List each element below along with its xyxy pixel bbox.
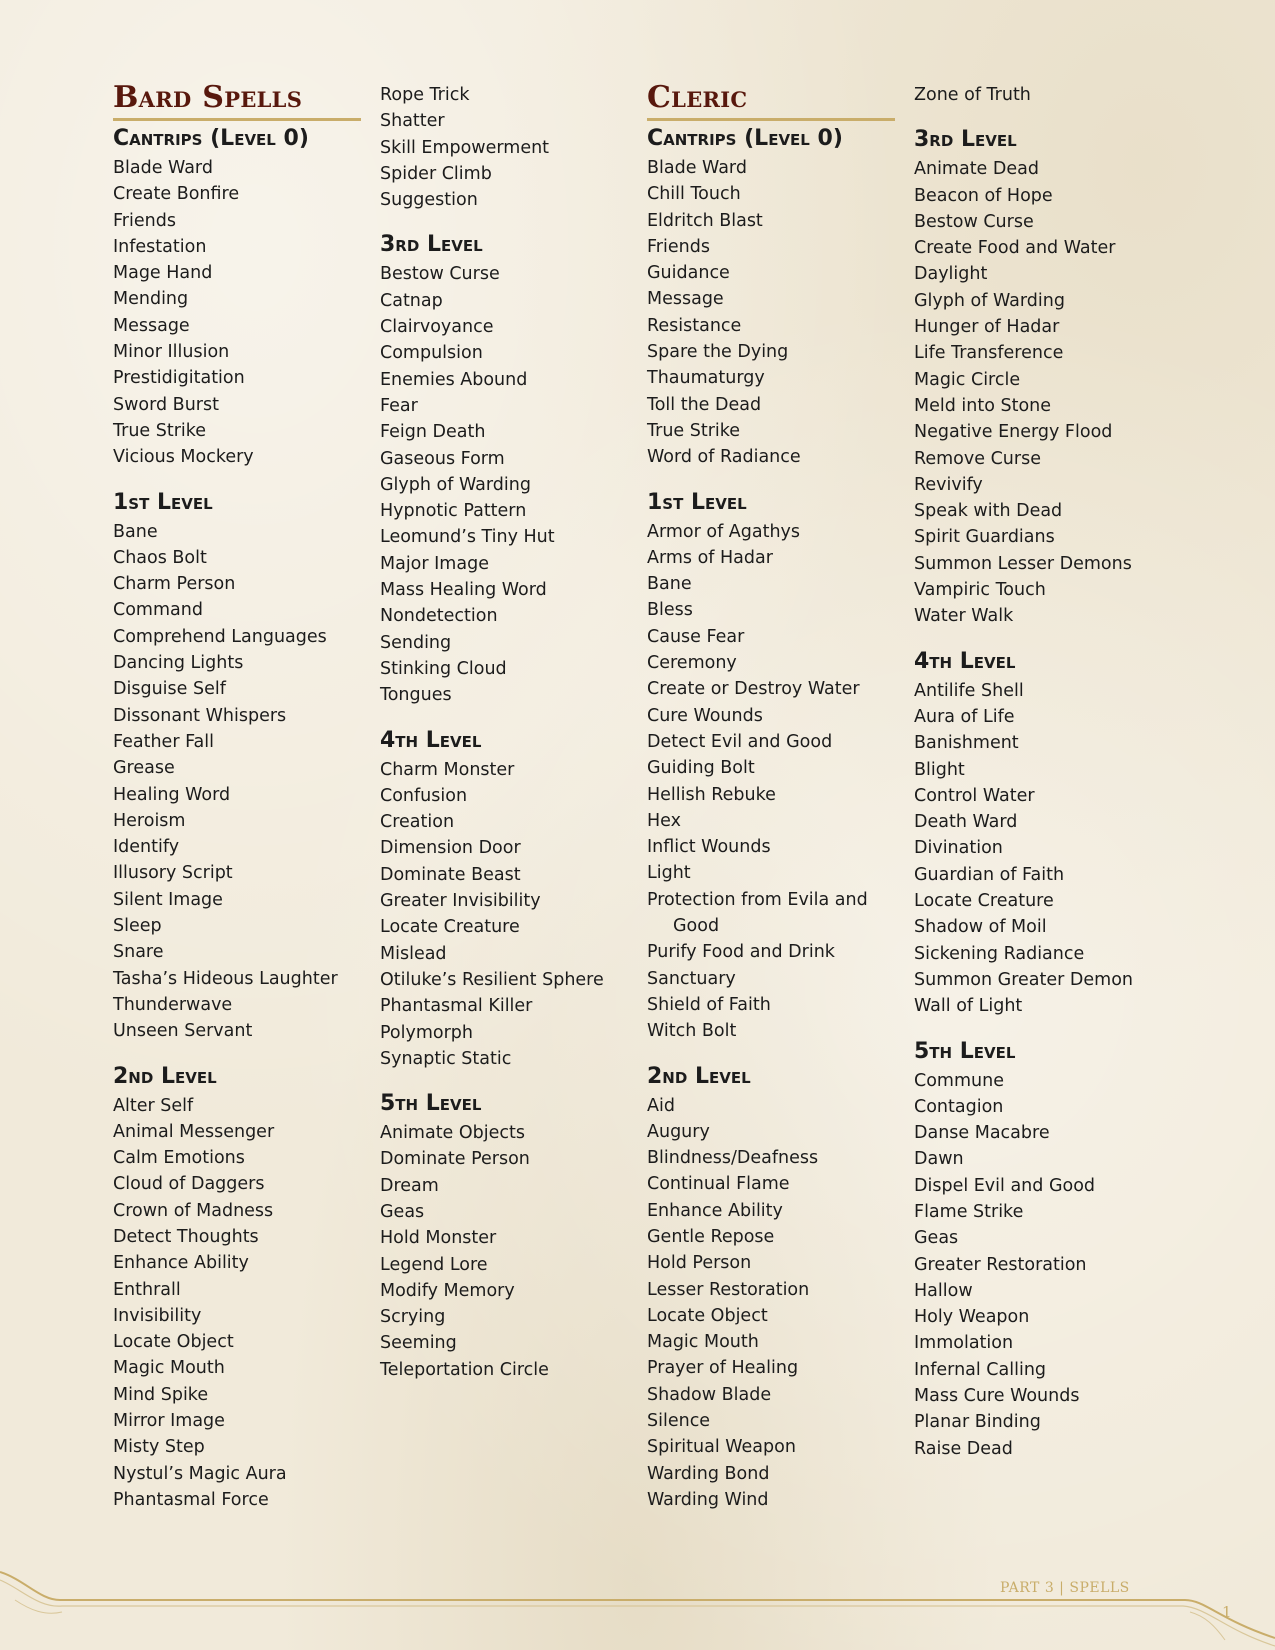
spell-item: Animal Messenger [113,1121,275,1142]
spell-item: Gentle Repose [647,1226,775,1247]
spell-item: Aid [647,1095,675,1116]
spell-item: Zone of Truth [914,85,1031,105]
spell-item: Shatter [380,111,445,132]
spell-item: Dissonant Whispers [113,705,287,726]
spell-item: Illusory Script [113,863,233,884]
spell-item: Cloud of Daggers [113,1174,265,1195]
spell-item: Spiritual Weapon [647,1437,796,1458]
spell-item: Dominate Person [380,1149,530,1170]
spell-item: Hallow [914,1280,973,1301]
spell-item: Friends [113,210,176,231]
spell-item: Guiding Bolt [647,758,755,779]
bard-level-4-list [380,757,630,1073]
spell-item: Snare [113,942,164,963]
spell-item: Immolation [914,1333,1014,1354]
spell-item: Command [113,600,203,621]
bard-level-5-heading: 5th Level [380,1091,482,1117]
spell-item: Detect Evil and Good [647,731,833,752]
spell-item: Crown of Madness [113,1200,274,1221]
spell-item: Detect Thoughts [113,1226,259,1247]
spell-item: Infernal Calling [914,1359,1047,1380]
spell-item: Geas [914,1228,959,1249]
spell-item: Gaseous Form [380,448,505,469]
spell-item: Invisibility [113,1305,202,1326]
spell-item: Spider Climb [380,163,492,184]
spell-item: Thaumaturgy [647,368,765,389]
spell-item: Scrying [380,1307,446,1328]
spell-item: Compulsion [380,343,483,364]
spell-item: True Strike [113,420,207,441]
spell-item: Heroism [113,810,186,831]
spell-item: Nondetection [380,606,498,627]
cleric-level-2-list [647,1093,897,1514]
spell-item: Beacon of Hope [914,185,1053,206]
spell-item: Water Walk [914,606,1014,627]
spell-item: Sleep [113,916,162,937]
spell-item: Create Food and Water [914,238,1116,259]
spell-item: Protection from Evila and Good [647,889,868,937]
spell-item: Locate Creature [914,891,1054,912]
spell-item: Ceremony [647,653,737,674]
spell-item: Dominate Beast [380,864,521,885]
spell-item: Negative Energy Flood [914,422,1113,443]
footer-section-label: PART 3 | SPELLS [1000,1580,1130,1596]
spell-item: Locate Creature [380,917,520,938]
spell-item: Identify [113,837,180,858]
spell-item: Clairvoyance [380,317,494,338]
spell-item: Phantasmal Force [113,1489,269,1510]
spell-item: Aura of Life [914,706,1015,727]
spell-item: Catnap [380,290,443,311]
spell-item: Locate Object [647,1305,768,1326]
spell-item: Locate Object [113,1332,234,1353]
spell-item: Armor of Agathys [647,521,801,542]
spell-item: Fear [380,395,418,416]
spell-item: Planar Binding [914,1412,1041,1433]
spell-item: Alter Self [113,1095,194,1116]
spell-item: Prestidigitation [113,368,245,389]
spell-item: Sword Burst [113,394,219,415]
spell-item: Shadow Blade [647,1384,772,1405]
spell-item: Guardian of Faith [914,864,1065,885]
spell-item: Geas [380,1201,425,1222]
spell-item: Hold Monster [380,1228,497,1249]
spell-item: Legend Lore [380,1254,488,1275]
spell-item: Cause Fear [647,626,745,647]
spell-item: Disguise Self [113,679,226,700]
spell-item: Blade Ward [113,158,213,178]
spell-item: Blindness/Deafness [647,1148,819,1169]
spell-item: Inflict Wounds [647,837,771,858]
spell-item: Charm Person [113,574,236,595]
bard-column-2 [380,82,630,1383]
spell-item: Mage Hand [113,263,213,284]
spell-item: Bane [647,574,692,595]
spell-item: Message [113,315,190,336]
spell-item: Spare the Dying [647,342,789,363]
spell-item: Guidance [647,263,730,284]
spell-item: Contagion [914,1096,1004,1117]
spell-item: Blight [914,759,965,780]
spell-item: Resistance [647,315,742,336]
spell-item: Creation [380,812,455,833]
spell-item: Purify Food and Drink [647,942,835,963]
spell-item: Calm Emotions [113,1148,245,1169]
spell-item: Danse Macabre [914,1123,1050,1144]
spell-item: Mending [113,289,189,310]
spell-item: Meld into Stone [914,395,1052,416]
spell-item: Leomund’s Tiny Hut [380,527,555,548]
spell-item: Spirit Guardians [914,527,1055,548]
spell-item: Cure Wounds [647,705,763,726]
cleric-level-4-heading: 4th Level [914,648,1016,674]
spell-item: Bestow Curse [380,264,500,285]
cleric-column-2 [914,82,1164,1462]
spell-item: Dancing Lights [113,653,244,674]
spell-item: Greater Invisibility [380,891,541,912]
spell-item: Divination [914,838,1003,859]
spell-item: Greater Restoration [914,1254,1087,1275]
spell-item: True Strike [647,420,741,441]
spell-item: Death Ward [914,812,1018,833]
spell-item: Tasha’s Hideous Laughter [113,968,338,989]
spell-item: Animate Objects [380,1123,525,1144]
cleric-level-2-heading: 2nd Level [647,1063,751,1089]
spell-item: Skill Empowerment [380,137,550,158]
bard-cantrips-list [113,155,363,471]
spell-item: Mass Healing Word [380,580,547,601]
spell-item: Friends [647,236,710,257]
cleric-level-2-list-continued [914,82,1164,108]
spell-item: Raise Dead [914,1438,1013,1459]
spell-item: Sending [380,632,452,653]
spell-item: Word of Radiance [647,447,801,468]
spell-item: Mass Cure Wounds [914,1386,1080,1407]
spell-item: Infestation [113,236,207,257]
spell-item: Control Water [914,785,1035,806]
spell-item: Feather Fall [113,731,214,752]
spell-item: Hex [647,810,681,831]
bard-column-1 [113,80,363,1513]
spell-item: Dimension Door [380,838,521,859]
spell-item: Eldritch Blast [647,210,763,231]
spell-item: Revivify [914,474,983,495]
spell-item: Stinking Cloud [380,658,507,679]
spell-item: Blade Ward [647,158,747,178]
bard-cantrips-heading: Cantrips (Level 0) [113,126,309,151]
cleric-cantrips-list [647,155,897,471]
spell-item: Thunderwave [113,994,233,1015]
spell-item: Prayer of Healing [647,1358,799,1379]
spell-item: Commune [914,1070,1004,1091]
spell-item: Life Transference [914,343,1064,364]
page-number: 1 [1222,1603,1232,1621]
spell-item: Modify Memory [380,1280,515,1301]
cleric-level-3-heading: 3rd Level [914,127,1017,153]
bard-level-3-heading: 3rd Level [380,232,483,258]
spell-item: Enhance Ability [647,1200,783,1221]
spell-item: Silence [647,1411,711,1432]
spell-item: Chaos Bolt [113,547,207,568]
spell-item: Create Bonfire [113,184,240,205]
spell-item: Flame Strike [914,1201,1024,1222]
bard-level-5-list [380,1120,630,1383]
spell-item: Seeming [380,1333,457,1354]
spell-item: Misty Step [113,1437,205,1458]
bard-level-1-heading: 1st Level [113,489,213,515]
spell-item: Vicious Mockery [113,447,254,468]
spell-item: Vampiric Touch [914,580,1046,601]
spell-item: Mislead [380,943,447,964]
spell-item: Wall of Light [914,996,1023,1017]
spell-item: Grease [113,758,175,779]
cleric-title: Cleric [647,80,895,121]
bard-level-2-list-continued [380,82,630,213]
spell-item: Shield of Faith [647,994,771,1015]
spell-item: Glyph of Warding [380,474,531,495]
spell-item: Rope Trick [380,85,470,105]
cleric-column-1 [647,80,897,1513]
spell-item: Warding Wind [647,1489,769,1510]
bard-level-2-list [113,1093,363,1514]
footer-ornament [0,1560,1275,1650]
spell-item: Enhance Ability [113,1253,249,1274]
spell-item: Augury [647,1121,710,1142]
spell-item: Bless [647,600,693,621]
spell-item: Witch Bolt [647,1021,737,1042]
spell-item: Enemies Abound [380,369,528,390]
spell-item: Otiluke’s Resilient Sphere [380,969,604,990]
bard-level-2-heading: 2nd Level [113,1063,217,1089]
spell-item: Toll the Dead [647,394,762,415]
spell-item: Antilife Shell [914,680,1024,701]
spell-item: Nystul’s Magic Aura [113,1463,287,1484]
spell-item: Tongues [380,685,452,706]
spell-item: Hunger of Hadar [914,317,1060,338]
spell-item: Synaptic Static [380,1048,512,1069]
spell-item: Mirror Image [113,1411,225,1432]
spell-item: Message [647,289,724,310]
spell-item: Dawn [914,1149,964,1170]
spell-item: Hellish Rebuke [647,784,776,805]
spell-item: Magic Mouth [113,1358,225,1379]
cleric-level-1-heading: 1st Level [647,489,747,515]
spell-item: Minor Illusion [113,342,230,363]
spell-item: Arms of Hadar [647,547,773,568]
spell-item: Sanctuary [647,968,736,989]
spell-item: Create or Destroy Water [647,679,860,700]
spell-item: Dream [380,1175,439,1196]
spell-item: Remove Curse [914,448,1041,469]
spell-item: Hold Person [647,1253,752,1274]
bard-level-1-list [113,519,363,1045]
spell-item: Light [647,863,691,884]
spell-item: Bane [113,521,158,542]
cleric-cantrips-heading: Cantrips (Level 0) [647,126,843,151]
spell-item: Enthrall [113,1279,181,1300]
spell-item: Chill Touch [647,184,741,205]
spell-item: Animate Dead [914,159,1039,180]
spell-item: Unseen Servant [113,1021,253,1042]
spell-item: Hypnotic Pattern [380,501,527,522]
spell-item: Confusion [380,785,468,806]
spell-item: Dispel Evil and Good [914,1175,1096,1196]
bard-spells-title: Bard Spells [113,80,361,121]
spell-item: Feign Death [380,422,486,443]
spell-item: Summon Lesser Demons [914,553,1132,574]
spell-item: Healing Word [113,784,231,805]
spell-item: Charm Monster [380,759,515,780]
bard-level-4-heading: 4th Level [380,727,482,753]
cleric-level-1-list [647,519,897,1045]
cleric-level-5-list [914,1068,1164,1462]
spell-item: Comprehend Languages [113,626,327,647]
spell-item: Phantasmal Killer [380,996,533,1017]
spell-item: Bestow Curse [914,211,1034,232]
spell-item: Silent Image [113,889,223,910]
spell-item: Holy Weapon [914,1307,1030,1328]
spell-item: Banishment [914,733,1019,754]
spell-item: Continual Flame [647,1174,790,1195]
spell-item: Glyph of Warding [914,290,1065,311]
cleric-level-5-heading: 5th Level [914,1038,1016,1064]
spell-item: Lesser Restoration [647,1279,810,1300]
spell-item: Suggestion [380,190,478,211]
spell-item: Sickening Radiance [914,943,1085,964]
spell-item: Mind Spike [113,1384,209,1405]
spell-item: Summon Greater Demon [914,969,1133,990]
spell-item: Magic Circle [914,369,1021,390]
spell-item: Magic Mouth [647,1332,759,1353]
cleric-level-4-list [914,678,1164,1020]
bard-level-3-list [380,261,630,708]
spell-item: Major Image [380,553,489,574]
spell-item: Polymorph [380,1022,474,1043]
spell-item: Speak with Dead [914,501,1063,522]
spell-item: Daylight [914,264,988,285]
spell-item: Shadow of Moil [914,917,1047,938]
spell-item: Teleportation Circle [380,1359,549,1380]
spell-item: Warding Bond [647,1463,770,1484]
cleric-level-3-list [914,156,1164,629]
